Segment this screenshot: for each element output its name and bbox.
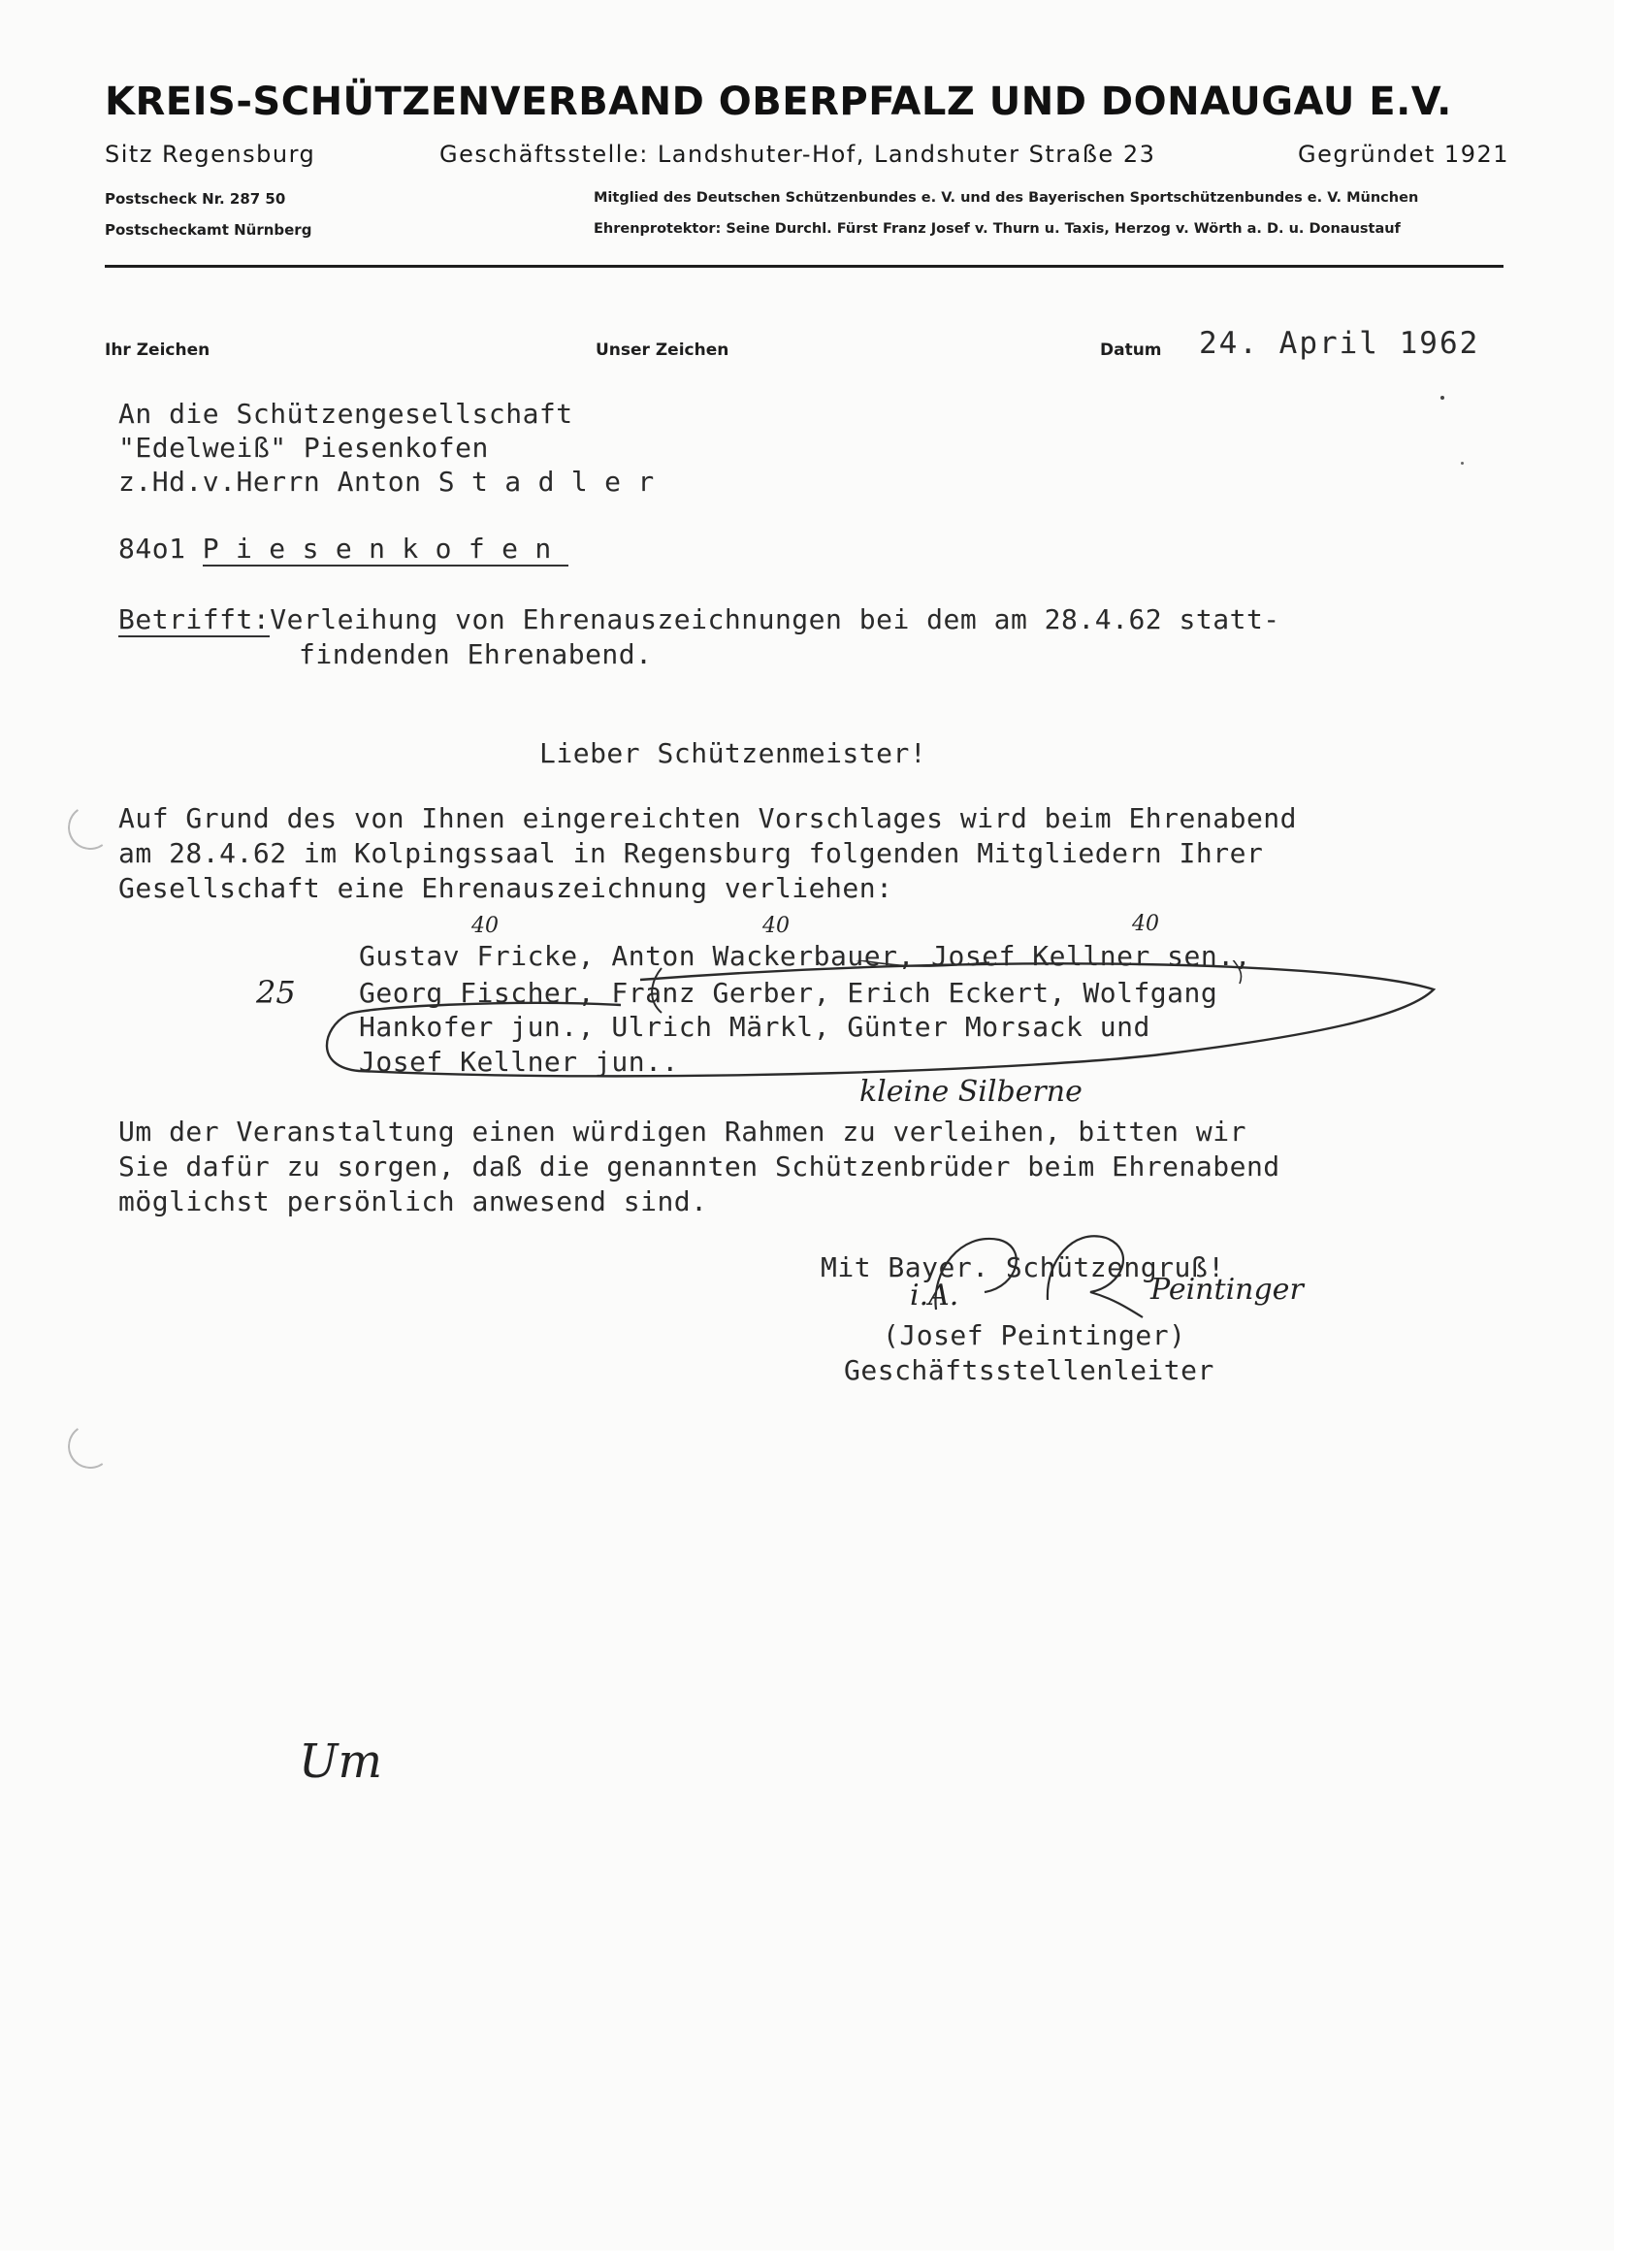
office-address: Geschäftsstelle: Landshuter-Hof, Landshuter Straße 23 <box>439 141 1156 168</box>
postscheck-office: Postscheckamt Nürnberg <box>105 221 312 239</box>
honoree-line: Josef Kellner jun.. <box>359 1046 679 1078</box>
recipient-attention: z.Hd.v.Herrn Anton <box>118 466 438 498</box>
recipient-line-1: An die Schützengesellschaft <box>118 398 573 430</box>
seat-line: Sitz Regensburg <box>105 141 316 168</box>
handwritten-loop-icon <box>320 960 1455 1086</box>
signer-title: Geschäftsstellenleiter <box>844 1354 1214 1386</box>
recipient-surname: Stadler <box>437 466 671 498</box>
subject-label: Betrifft: <box>118 603 271 635</box>
datum-label: Datum <box>1100 340 1162 360</box>
handwritten-margin-mark: 25 <box>256 974 296 1011</box>
paragraph-2-line: Um der Veranstaltung einen würdigen Rahmen zu verleihen, bitten wir <box>118 1116 1246 1148</box>
handwritten-note: kleine Silberne <box>859 1075 1083 1109</box>
patron-line: Ehrenprotektor: Seine Durchl. Fürst Franz Josef v. Thurn u. Taxis, Herzog v. Wörth a. D. u. Donaustauf <box>594 221 1401 237</box>
postcode: 84o1 <box>118 533 203 565</box>
organization-name: KREIS-SCHÜTZENVERBAND OBERPFALZ UND DONAUGAU E.V. <box>105 80 1452 124</box>
salutation: Lieber Schützenmeister! <box>539 737 927 769</box>
letter-date: 24. April 1962 <box>1199 326 1480 361</box>
honoree-line: Hankofer jun., Ulrich Märkl, Günter Morsack und <box>359 1011 1150 1043</box>
handwritten-mark: 40 <box>471 914 499 938</box>
honoree-line: Georg Fischer, Franz Gerber, Erich Eckert, Wolfgang <box>359 977 1218 1009</box>
handwritten-mark: 40 <box>762 914 790 938</box>
postscheck-number: Postscheck Nr. 287 50 <box>105 190 286 208</box>
unser-zeichen-label: Unser Zeichen <box>596 340 729 360</box>
paragraph-2-line: Sie dafür zu sorgen, daß die genannten Schützenbrüder beim Ehrenabend <box>118 1150 1280 1183</box>
honoree-line: Gustav Fricke, Anton Wackerbauer, Josef Kellner sen., <box>359 940 1251 972</box>
subject-text: Verleihung von Ehrenauszeichnungen bei dem am 28.4.62 statt- <box>270 603 1280 635</box>
paragraph-1-line: Auf Grund des von Ihnen eingereichten Vorschlages wird beim Ehrenabend <box>118 802 1298 834</box>
ink-speck <box>1440 396 1444 400</box>
punch-hole-mark-icon <box>64 1420 115 1472</box>
subject-line-2: findenden Ehrenabend. <box>299 638 653 670</box>
city-name: Piesenkofen <box>202 533 568 565</box>
subject-line-1 <box>118 603 1280 635</box>
bottom-initials: Um <box>299 1734 382 1789</box>
closing-greeting: Mit Bayer. Schützengruß! <box>821 1251 1225 1283</box>
punch-hole-mark-icon <box>64 801 115 853</box>
paragraph-2-line: möglichst persönlich anwesend sind. <box>118 1185 708 1217</box>
handwritten-mark: 40 <box>1132 912 1159 936</box>
paragraph-1-line: Gesellschaft eine Ehrenauszeichnung verliehen: <box>118 872 893 904</box>
recipient-line-2: "Edelweiß" Piesenkofen <box>118 432 489 464</box>
handwritten-signature: Peintinger <box>1150 1273 1304 1307</box>
ink-speck <box>1461 462 1464 465</box>
letterhead-divider <box>105 265 1504 268</box>
signature-initials: i.A. <box>910 1279 959 1312</box>
paragraph-1-line: am 28.4.62 im Kolpingssaal in Regensburg folgenden Mitgliedern Ihrer <box>118 837 1264 869</box>
founded-line: Gegründet 1921 <box>1298 141 1510 168</box>
ihr-zeichen-label: Ihr Zeichen <box>105 340 210 360</box>
recipient-city-line <box>118 533 568 565</box>
signature-scribble-icon <box>883 1203 1290 1348</box>
recipient-line-3 <box>118 466 671 498</box>
membership-line: Mitglied des Deutschen Schützenbundes e. V. und des Bayerischen Sportschützenbundes e. V. München <box>594 190 1419 206</box>
signer-name: (Josef Peintinger) <box>883 1319 1186 1351</box>
